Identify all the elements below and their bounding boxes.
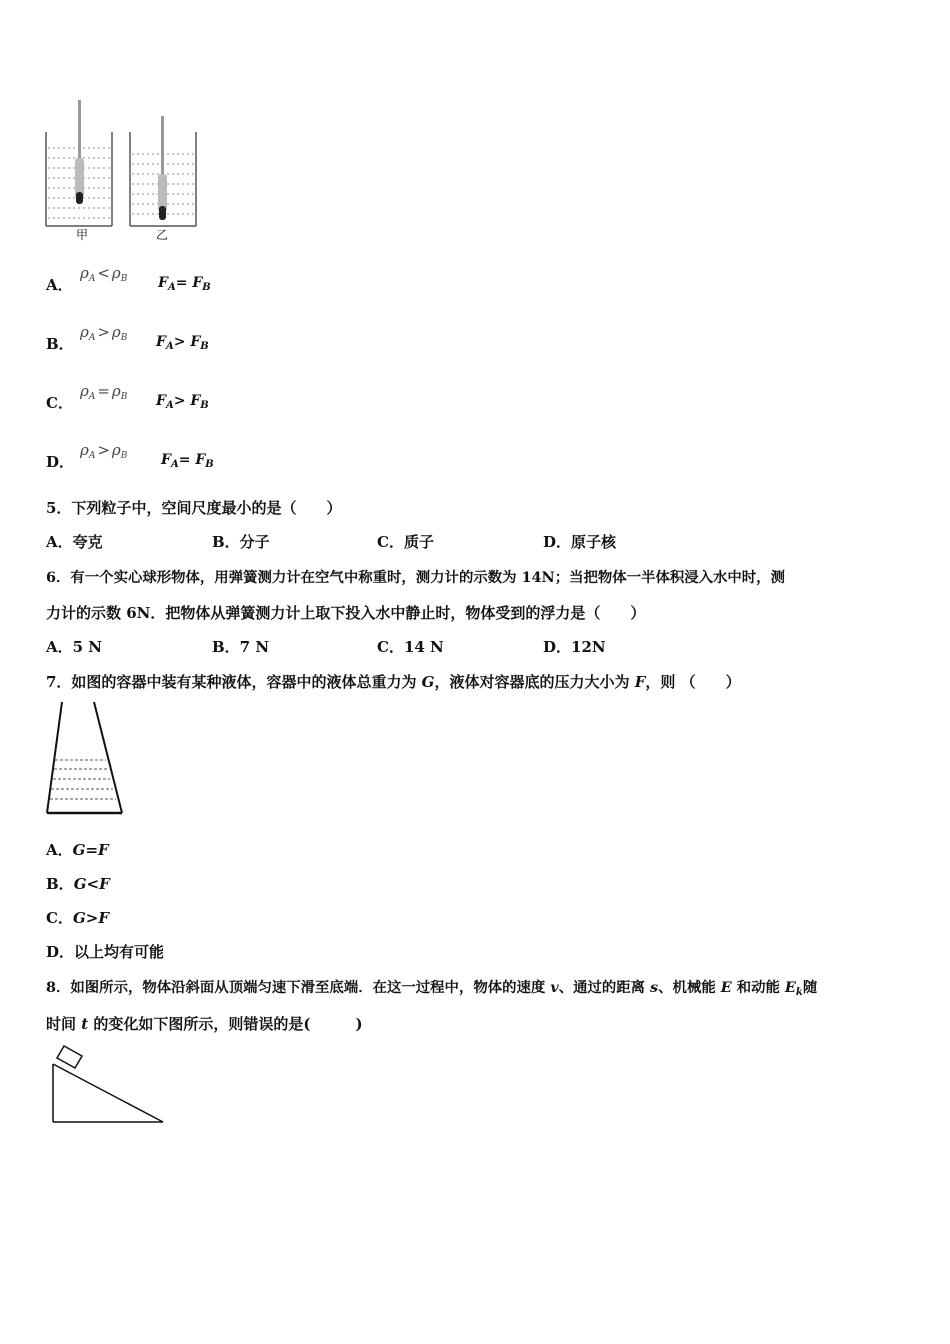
density-relation: $\rho_A = \rho_B$: [80, 382, 128, 402]
buoyancy-relation: $F_A= F_B$: [161, 452, 214, 470]
q6-option-d[interactable]: D．12N: [543, 638, 606, 656]
buoyancy-relation: $F_A> F_B$: [156, 334, 209, 352]
q5-option-c[interactable]: C．质子: [377, 533, 434, 551]
q6-option-c[interactable]: C．14 N: [377, 638, 444, 656]
density-relation: $\rho_A > \rho_B$: [80, 441, 128, 461]
q5-option-a[interactable]: A．夸克: [46, 533, 103, 551]
q7-option-b[interactable]: B．G<F: [46, 875, 110, 893]
buoyancy-relation: $F_A> F_B$: [156, 393, 209, 411]
q8-incline-diagram: [48, 1046, 168, 1126]
q6-option-a[interactable]: A．5 N: [46, 638, 103, 656]
q6-option-b[interactable]: B．7 N: [212, 638, 270, 656]
beakers-diagram: [40, 96, 210, 246]
option-letter: D．: [46, 453, 75, 471]
q7-option-d[interactable]: D．以上均有可能: [46, 943, 165, 961]
density-relation: $\rho_A > \rho_B$: [80, 323, 128, 343]
q6-stem-line2: 力计的示数 6N．把物体从弹簧测力计上取下投入水中静止时，物体受到的浮力是（ ）: [46, 604, 646, 622]
option-letter: A．: [46, 276, 73, 294]
q7-option-a[interactable]: A．G=F: [46, 841, 109, 859]
q5-stem: 5．下列粒子中，空间尺度最小的是（ ）: [46, 499, 342, 517]
figure-label-jia: 甲: [76, 228, 89, 242]
option-letter: B．: [46, 335, 74, 353]
q7-container-diagram: [42, 700, 132, 818]
q8-stem-line1: 8．如图所示，物体沿斜面从顶端匀速下滑至底端．在这一过程中，物体的速度 v、通过的距离 s、机械能 E 和动能 $E_k$随: [46, 979, 818, 998]
q5-option-b[interactable]: B．分子: [212, 533, 270, 551]
buoyancy-relation: $F_A= F_B$: [158, 275, 211, 293]
q8-stem-line2: 时间 t 的变化如下图所示，则错误的是( ): [46, 1015, 363, 1033]
q7-option-c[interactable]: C．G>F: [46, 909, 109, 927]
figure-label-yi: 乙: [156, 228, 169, 242]
q5-option-d[interactable]: D．原子核: [543, 533, 617, 551]
q7-stem: 7．如图的容器中装有某种液体，容器中的液体总重力为 G，液体对容器底的压力大小为 F，则 （ ）: [46, 673, 741, 691]
density-relation: $\rho_A < \rho_B$: [80, 264, 128, 284]
option-letter: C．: [46, 394, 73, 412]
q6-stem-line1: 6．有一个实心球形物体，用弹簧测力计在空气中称重时，测力计的示数为 14N；当把物体一半体积浸入水中时，测: [46, 569, 785, 586]
